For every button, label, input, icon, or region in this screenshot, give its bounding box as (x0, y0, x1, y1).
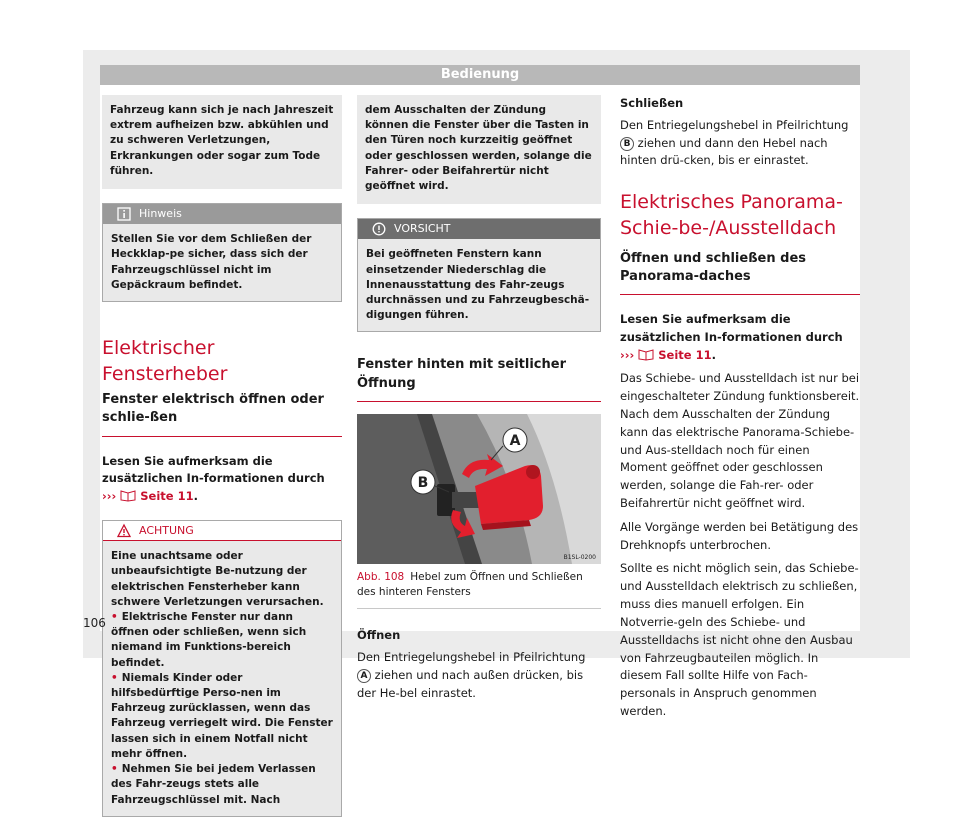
vorsicht-box (357, 218, 601, 332)
schliessen-text-1: Den Entriegelungshebel in Pfeilrichtung (620, 117, 849, 132)
schliessen-paragraph (620, 117, 860, 170)
page-content (100, 85, 860, 806)
reference-page-link[interactable]: Seite 11 (140, 489, 194, 504)
continued-warning-box: Fahrzeug kann sich je nach Jahreszeit extrem aufheizen bzw. abkühlen und zu schweren Verletzungen, Erkrankungen oder sogar zum Tode führen. (102, 95, 342, 189)
oeffnen-text-2: ziehen und nach außen drücken, bis der He-bel einrastet. (357, 667, 584, 700)
figure-code: B1SL-0200 (563, 553, 596, 561)
section-title-panorama: Elektrisches Panorama-Schie-be-/Ausstelldach (620, 191, 843, 239)
achtung-bullet-text: Elektrische Fenster nur dann öffnen oder schließen, wenn sich niemand im Funktions-bereich befindet. (111, 610, 307, 669)
page-number: 106 (83, 616, 106, 630)
figure-label-a: A (509, 432, 521, 449)
oeffnen-text-1: Den Entriegelungshebel in Pfeilrichtung (357, 650, 586, 665)
figure-caption (357, 570, 601, 609)
figure-window-lever (357, 414, 601, 564)
vorsicht-title: VORSICHT (394, 222, 451, 236)
column-middle (357, 95, 601, 702)
reference-arrows: ››› (102, 489, 117, 504)
reference-text: Lesen Sie aufmerksam die zusätzlichen In-formationen durch (102, 453, 325, 486)
achtung-box (102, 520, 342, 817)
page-header: Bedienung (100, 65, 860, 85)
achtung-header (103, 521, 341, 541)
schliessen-text-2: ziehen und dann den Hebel nach hinten drü-cken, bis er einrastet. (620, 135, 828, 168)
reference-paragraph: Lesen Sie aufmerksam die zusätzlichen In-formationen durch ››› Seite 11. (620, 311, 843, 362)
figure-illustration (357, 414, 601, 564)
reference-arrows: ››› (620, 347, 635, 362)
achtung-title: ACHTUNG (139, 524, 194, 538)
subsection-title-fenster: Fenster elektrisch öffnen oder schlie-ßen (102, 391, 342, 436)
hinweis-title: Hinweis (139, 207, 182, 221)
achtung-bullet (111, 762, 333, 808)
reference-text: Lesen Sie aufmerksam die zusätzlichen In-formationen durch (620, 311, 843, 344)
column-right (620, 95, 860, 721)
achtung-body (103, 541, 341, 816)
section-title-fensterheber: Elektrischer Fensterheber (102, 336, 228, 385)
vorsicht-header (358, 219, 600, 239)
caution-circle-icon (372, 222, 386, 236)
hinweis-box (102, 203, 342, 302)
book-icon (120, 489, 136, 501)
achtung-bullet (111, 671, 333, 762)
body-paragraph: Sollte es nicht möglich sein, das Schiebe- und Ausstelldach elektrisch zu schließen, muss dies manuell erfolgen. Ein Notverrie-geln des Schiebe- und Ausstelldachs ist nicht ohne den Ausbau von Fahrzeugbauteilen möglich. In diesem Fall sollte Hilfe von Fach-personals in Anspruch genommen werden. (620, 561, 859, 718)
figure-label-b: B (417, 474, 429, 491)
achtung-bullet (111, 610, 333, 671)
vorsicht-text: Bei geöffneten Fenstern kann einsetzender Niederschlag die Innenausstattung des Fahr-zeugs durchnässen und zu Fahrzeugbeschä-digungen führen. (358, 239, 600, 331)
body-paragraph: Alle Vorgänge werden bei Betätigung des Drehknopfs unterbrochen. (620, 519, 859, 552)
reference-page-link[interactable]: Seite 11 (658, 347, 712, 362)
book-icon (638, 348, 654, 360)
achtung-intro: Eine unachtsame oder unbeaufsichtigte Be-nutzung der elektrischen Fensterheber kann schwere Verletzungen verursachen. (111, 550, 324, 608)
hinweis-text: Stellen Sie vor dem Schließen der Heckklap-pe sicher, dass sich der Fahrzeugschlüssel nicht im Gepäckraum befindet. (103, 224, 341, 301)
achtung-bullet-text: Nehmen Sie bei jedem Verlassen des Fahr-zeugs stets alle Fahrzeugschlüssel mit. Nach (111, 763, 316, 806)
subsection-title-fenster-hinten: Fenster hinten mit seitlicher Öffnung (357, 356, 601, 401)
callout-badge-b: B (620, 137, 634, 151)
oeffnen-paragraph (357, 649, 601, 702)
schliessen-heading: Schließen (620, 96, 684, 110)
subsection-title-panorama: Öffnen und schließen des Panorama-daches (620, 250, 860, 295)
achtung-bullet-text: Niemals Kinder oder hilfsbedürftige Perso-nen im Fahrzeug zurücklassen, wenn das Fahrzeug verriegelt wird. Die Fenster lassen sich in einem Notfall nicht mehr öffnen. (111, 671, 333, 760)
figure-caption-text: Hebel zum Öffnen und Schließen des hinteren Fensters (357, 570, 583, 598)
column-left (102, 95, 342, 817)
info-icon (117, 207, 131, 221)
figure-caption-label: Abb. 108 (357, 570, 405, 583)
body-paragraph: Das Schiebe- und Ausstelldach ist nur bei eingeschalteter Zündung funktionsbereit. Nach dem Ausschalten der Zündung kann das elektrische Panorama-Schiebe- und Aus-stelldach noch für einen Moment geöffnet oder geschlossen werden, solange die Fah-rer- oder Beifahrertür nicht geöffnet wird. (620, 371, 860, 511)
continued-warning-box: dem Ausschalten der Zündung können die Fenster über die Tasten in den Türen noch kurzzeitig geöffnet oder geschlossen werden, solange die Fahrer- oder Beifahrertür nicht geöffnet wird. (357, 95, 601, 204)
oeffnen-heading: Öffnen (357, 628, 401, 643)
reference-paragraph: Lesen Sie aufmerksam die zusätzlichen In-formationen durch ››› Seite 11. (102, 453, 325, 504)
hinweis-header (103, 204, 341, 224)
warning-triangle-icon (117, 524, 131, 538)
callout-badge-a: A (357, 669, 371, 683)
